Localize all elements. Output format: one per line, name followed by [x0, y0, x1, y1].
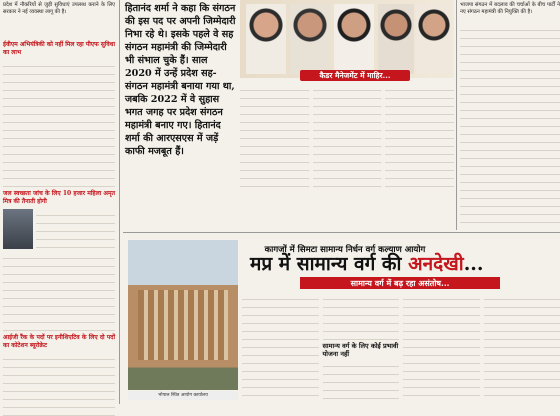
lower-story-subhead: सामान्य वर्ग में बढ़ रहा असंतोष... — [300, 277, 500, 289]
photo-strip-label: कैडर मैनेजमेंट में माहिर... — [300, 70, 410, 81]
leader-photo-1 — [246, 4, 286, 74]
left-intro-text: प्रदेश में नौकरियों से जुड़ी सुविधाएं उपलब्ध कराने के लिए सरकार ने नई व्यवस्था लागू की है। — [3, 2, 115, 38]
headline-accent: अनदेखी — [408, 253, 464, 275]
lower-col-3 — [403, 293, 480, 396]
headline-main: मप्र में सामान्य वर्ग की — [250, 253, 408, 275]
person-photo — [3, 209, 33, 249]
leader-photo-4 — [378, 4, 414, 74]
building-photo — [128, 240, 238, 390]
building-photo-caption: भोपाल स्थित आयोग कार्यालय — [128, 391, 238, 400]
left-body-lines-2 — [36, 209, 115, 249]
left-body-lines-3 — [3, 252, 115, 331]
inset-heading: सामान्य वर्ग के लिए कोई प्रभावी योजना नहीं — [323, 342, 400, 358]
left-body-lines-4 — [3, 353, 115, 416]
lower-col-2b — [323, 360, 400, 399]
middle-col-3 — [385, 84, 454, 194]
left-subheading-3: आईजी रैंक के पदों पर इनीशिएटिव के लिए दो पदों का कोटेशन ब्यूरोक्रेट — [3, 334, 115, 350]
middle-col-2 — [313, 84, 382, 194]
middle-col-1 — [240, 84, 309, 194]
quote-text: हितानंद शर्मा ने कहा कि संगठन की इस पद पर अपनी जिम्मेदारी निभा रहे थे। इसके पहले वे सह संगठन महामंत्री की जिम्मेदारी भी संभाल चुके हैं। साल 2020 में उन्हें प्रदेश सह-संगठन महामंत्री बनाया गया था, जबकि 2022 में वे सुहास भगत जगह पर प्रदेश संगठन महामंत्री बनाए गए। हितानंद शर्मा की आरएसएस में जड़ें काफी मजबूत हैं। — [125, 2, 237, 158]
lower-story-headline — [250, 250, 560, 274]
right-top-text: भाजपा संगठन में बदलाव की चर्चाओं के बीच पार्टी ने नए संगठन महामंत्री की नियुक्ति की है। — [460, 2, 560, 24]
lower-col-4 — [484, 293, 560, 396]
headline-end: ... — [464, 253, 484, 275]
middle-body-columns — [240, 84, 454, 194]
right-body-lines — [460, 24, 560, 223]
right-top-column — [460, 2, 560, 230]
left-body-lines-1 — [3, 60, 115, 187]
lower-col-1 — [242, 293, 319, 396]
lower-body-columns — [242, 293, 560, 404]
quote-block — [123, 0, 239, 160]
leader-photo-3 — [334, 4, 374, 74]
lower-story-kicker — [230, 237, 460, 249]
left-subheading-2: जल स्वच्छता जांच के लिए 10 हजार महिला अमृत मित्र की तैनाती होगी — [3, 190, 115, 206]
left-subheading-1: ईवीएम अभियंत्रिकी को नहीं मिल रहा पीएफ सुविधा का लाभ — [3, 41, 115, 57]
kicker-text: कागजों में सिमटा सामान्य निर्धन वर्ग कल्याण आयोग — [265, 245, 426, 255]
leader-photo-5 — [416, 4, 452, 74]
leaders-photo-strip — [240, 0, 454, 78]
lower-col-2a — [323, 293, 400, 340]
left-column — [0, 0, 118, 404]
leader-photo-2 — [290, 4, 330, 74]
